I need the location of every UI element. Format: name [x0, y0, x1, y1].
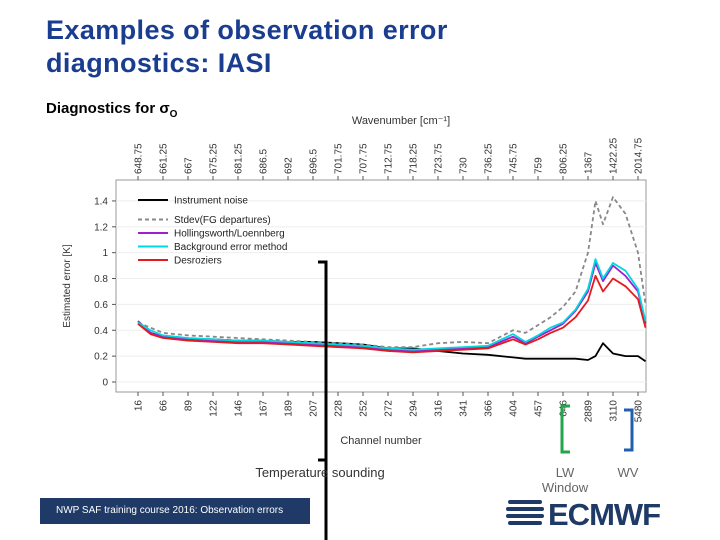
slide-title-line-2: diagnostics: IASI	[46, 48, 272, 78]
y-tick-label: 0.4	[94, 325, 108, 337]
top-tick-label: 692	[283, 157, 295, 174]
top-tick-label: 675.25	[208, 143, 220, 174]
top-tick-label: 745.75	[508, 143, 520, 174]
lw-window-label	[530, 465, 600, 495]
subtitle-subscript: O	[169, 109, 178, 120]
top-tick-label: 667	[183, 157, 195, 174]
top-tick-label: 723.75	[433, 143, 445, 174]
top-tick-label: 2014.75	[633, 137, 645, 174]
top-tick-label: 707.75	[358, 143, 370, 174]
lw-window-label-line-1: LW	[555, 465, 575, 480]
x-tick-label: 341	[458, 400, 470, 417]
x-tick-label: 404	[508, 400, 520, 417]
x-axis-label: Channel number	[340, 435, 422, 447]
x-tick-label: 272	[383, 400, 395, 417]
y-tick-label: 1.4	[94, 196, 108, 208]
x-tick-label: 316	[433, 400, 445, 417]
top-tick-label: 648.75	[133, 143, 145, 174]
temperature-sounding-label: Temperature sounding	[255, 465, 385, 480]
top-tick-label: 1422.25	[608, 137, 620, 174]
subtitle-text: Diagnostics for σ	[46, 100, 170, 117]
x-tick-label: 207	[308, 400, 320, 417]
footer-text: NWP SAF training course 2016: Observation errors	[56, 505, 284, 516]
legend-label-3: Background error method	[174, 242, 288, 253]
x-tick-label: 294	[408, 400, 420, 417]
y-tick-label: 0.6	[94, 299, 108, 311]
y-axis-label: Estimated error [K]	[62, 244, 73, 328]
top-tick-label: 696.5	[308, 148, 320, 174]
legend-label-4: Desroziers	[174, 255, 222, 267]
wv-bracket	[624, 410, 632, 450]
legend-label-1: Stdev(FG departures)	[174, 215, 271, 226]
top-tick-label: 701.75	[333, 143, 345, 174]
top-tick-label: 759	[533, 157, 545, 174]
x-tick-label: 252	[358, 400, 370, 417]
x-tick-label: 3110	[608, 400, 620, 422]
y-tick-label: 1.2	[94, 222, 108, 234]
plot-frame	[116, 180, 646, 392]
x-tick-label: 66	[158, 400, 170, 412]
lw-window-label-line-2: Window	[541, 480, 589, 495]
x-tick-label: 2889	[583, 400, 595, 423]
top-tick-label: 736.25	[483, 143, 495, 174]
top-tick-label: 681.25	[233, 143, 245, 174]
footer-bar	[40, 498, 310, 524]
slide-title-line-1: Examples of observation error	[46, 15, 448, 45]
top-axis-label: Wavenumber [cm⁻¹]	[351, 115, 451, 127]
x-tick-label: 457	[533, 400, 545, 417]
y-tick-label: 0	[102, 377, 108, 389]
x-tick-label: 89	[183, 400, 195, 412]
x-tick-label: 5480	[633, 400, 645, 423]
legend-label-2: Hollingsworth/Loennberg	[174, 228, 285, 240]
x-tick-label: 167	[258, 400, 270, 417]
ecmwf-logo-mark	[506, 500, 544, 525]
x-tick-label: 646	[558, 400, 570, 417]
y-tick-label: 0.8	[94, 274, 108, 286]
y-tick-label: 1	[102, 248, 108, 260]
top-tick-label: 686.5	[258, 148, 270, 174]
x-tick-label: 146	[233, 400, 245, 417]
x-tick-label: 122	[208, 400, 220, 417]
x-tick-label: 366	[483, 400, 495, 417]
top-tick-label: 718.25	[408, 143, 420, 174]
top-tick-label: 661.25	[158, 143, 170, 174]
wv-label: WV	[617, 465, 639, 480]
legend-label-0: Instrument noise	[174, 195, 248, 207]
x-tick-label: 228	[333, 400, 345, 417]
ecmwf-logo	[506, 492, 676, 532]
top-tick-label: 1367	[583, 151, 595, 174]
top-tick-label: 806.25	[558, 143, 570, 174]
x-tick-label: 16	[133, 400, 145, 412]
x-tick-label: 189	[283, 400, 295, 417]
y-tick-label: 0.2	[94, 351, 108, 363]
top-tick-label: 712.75	[383, 143, 395, 174]
top-tick-label: 730	[458, 157, 470, 174]
ecmwf-logo-text: ECMWF	[548, 497, 661, 532]
